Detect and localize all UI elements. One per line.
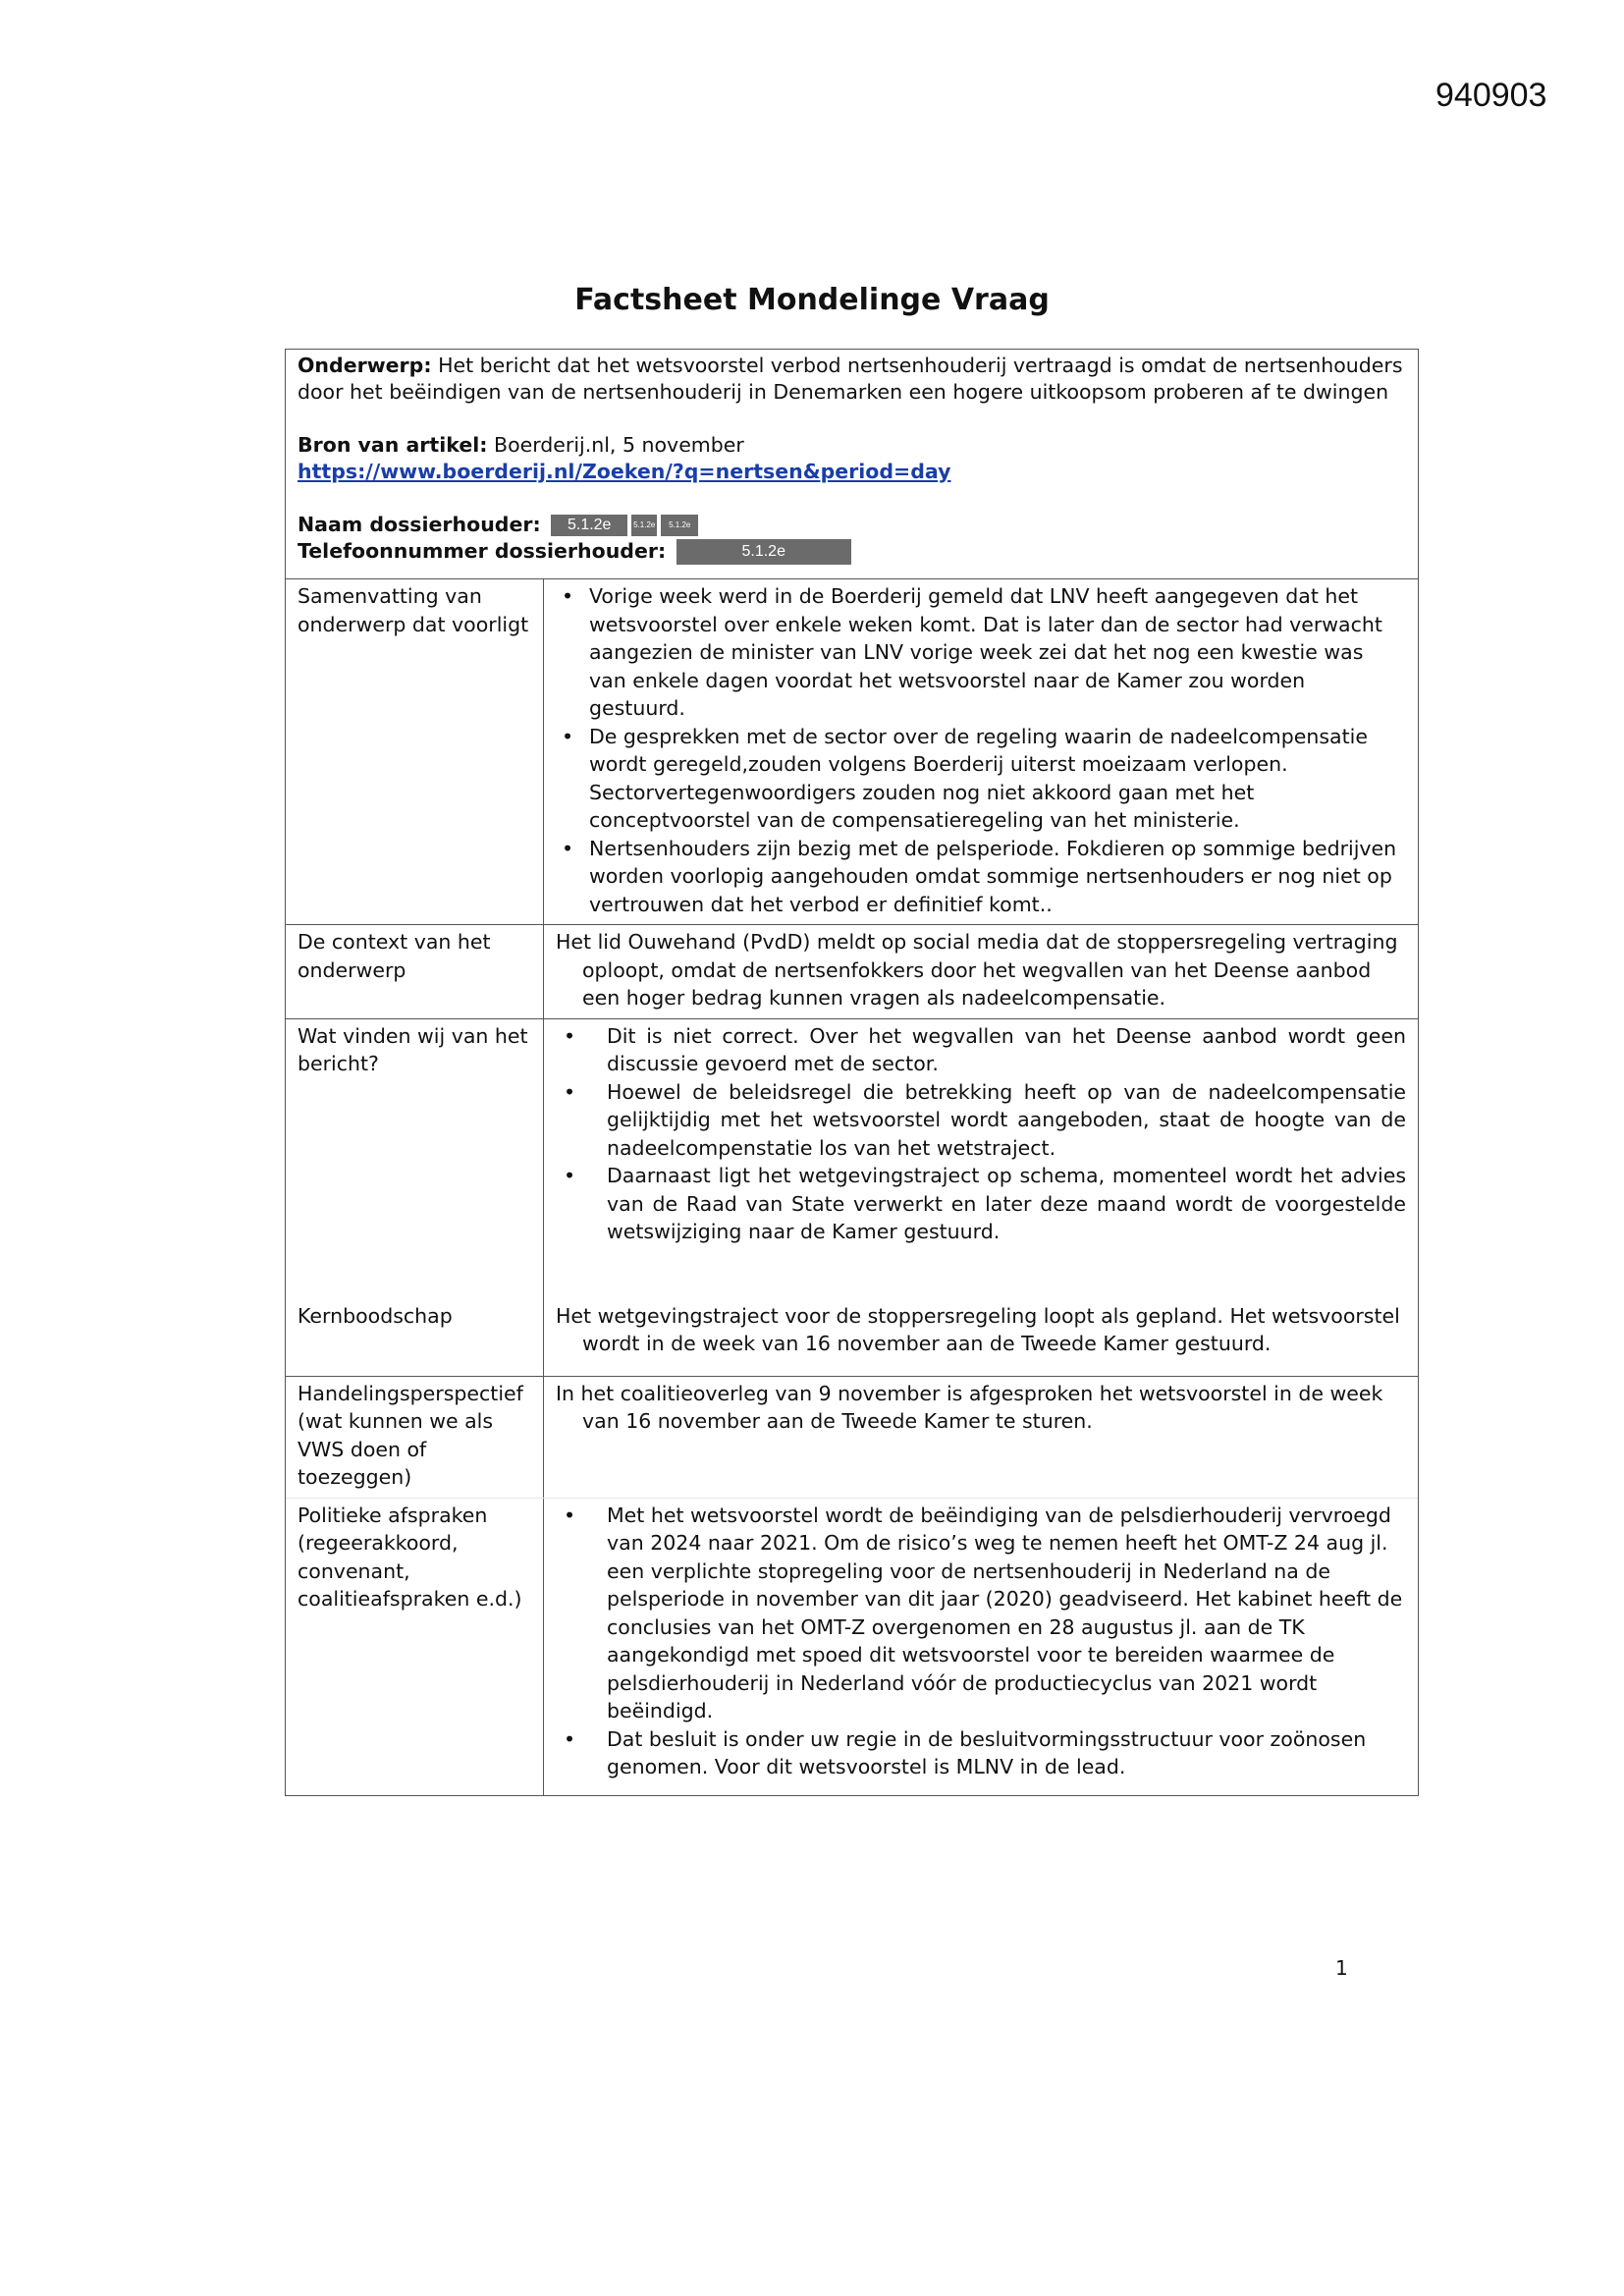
list-item: • Daarnaast ligt het wetgevingstraject op schema, momenteel wordt het advies van de Raad van State verwerkt en later deze maand wordt de voorgestelde wetswijziging naar de Kamer gestuurd. [556,1162,1406,1246]
page-number: 1 [1335,1956,1348,1980]
action-text: In het coalitieoverleg van 9 november is afgesproken het wetsvoorstel in de week van 16 november aan de Tweede Kamer te sturen. [556,1381,1383,1433]
source-text: Boerderij.nl, 5 november [494,433,744,457]
summary-list [556,582,1406,918]
holder-label: Naam dossierhouder: [298,513,541,536]
context-label: De context van het onderwerp [286,925,544,1018]
core-message-text: Het wetgevingstraject voor de stoppersregeling loopt als gepland. Het wetsvoorstel wordt in de week van 16 november aan de Tweede Kamer gestuurd. [556,1303,1400,1355]
document-number: 940903 [1435,77,1547,114]
opinion-label: Wat vinden wij van het bericht? [298,1023,528,1075]
action-label: Handelingsperspectief (wat kunnen we als VWS doen of toezeggen) [286,1377,544,1498]
phone-label: Telefoonnummer dossierhouder: [298,539,667,563]
page-title: Factsheet Mondelinge Vraag [574,283,1050,317]
subject-text: Het bericht dat het wetsvoorstel verbod nertsenhouderij vertraagd is omdat de nertsenhouders door het beëindigen van de nertsenhouderij in Denemarken een hogere uitkoopsom proberen af te dwingen [298,354,1403,404]
list-item: • Dit is niet correct. Over het wegvallen van het Deense aanbod wordt geen discussie gevoerd met de sector. [556,1022,1406,1078]
list-item: • Dat besluit is onder uw regie in de besluitvormingsstructuur voor zoönosen genomen. Voor dit wetsvoorstel is MLNV in de lead. [556,1725,1406,1781]
redaction-box: 5.1.2e [631,515,657,536]
source-link[interactable]: https://www.boerderij.nl/Zoeken/?q=nertsen&period=day [298,460,951,483]
phone-line [298,538,1406,565]
list-item: • De gesprekken met de sector over de regeling waarin de nadeelcompensatie wordt geregeld,zouden volgens Boerderij uiterst moeizaam verlopen. Sectorvertegenwoordigers zouden nog niet akkoord gaan met het conceptvoorstel van de compensatieregeling van het ministerie. [556,723,1406,835]
subject-line [298,353,1406,406]
opinion-list [556,1022,1406,1246]
list-item: • Hoewel de beleidsregel die betrekking heeft op van de nadeelcompensatie gelijktijdig met het wetsvoorstel wordt aangeboden, staat de hoogte van de nadeelcompenstatie los van het wetstraject. [556,1078,1406,1163]
political-label: Politieke afspraken (regeerakkoord, convenant, coalitieafspraken e.d.) [286,1499,544,1795]
factsheet-table [285,349,1419,1796]
row-summary [286,579,1418,925]
row-action [286,1377,1418,1499]
summary-label: Samenvatting van onderwerp dat voorligt [286,579,544,924]
redaction-box: 5.1.2e [661,515,698,536]
redaction-box: 5.1.2e [677,539,851,565]
subject-label: Onderwerp: [298,354,432,377]
list-item: • Vorige week werd in de Boerderij gemeld dat LNV heeft aangegeven dat het wetsvoorstel over enkele weken komt. Dat is later dan de sector had verwacht aangezien de minister van LNV vorige week zei dat het nog een kwestie was van enkele dagen voordat het wetsvoorstel naar de Kamer zou worden gestuurd. [556,582,1406,723]
redaction-box: 5.1.2e [551,515,627,536]
holder-line [298,512,1406,538]
list-item: • Met het wetsvoorstel wordt de beëindiging van de pelsdierhouderij vervroegd van 2024 naar 2021. Om de risico’s weg te nemen heeft het OMT-Z 24 aug jl. een verplichte stopregeling voor de nertsenhouderij in Nederland na de pelsperiode in november van dit jaar (2020) geadviseerd. Het kabinet heeft de conclusies van het OMT-Z overgenomen en 28 augustus jl. aan de TK aangekondigd met spoed dit wetsvoorstel voor te bereiden waarmee de pelsdierhouderij in Nederland vóór de productiecyclus van 2021 wordt beëindigd. [556,1502,1406,1725]
row-opinion [286,1019,1418,1377]
header-block [286,350,1418,579]
source-line [298,432,1406,459]
list-item: • Nertsenhouders zijn bezig met de pelsperiode. Fokdieren op sommige bedrijven worden voorlopig aangehouden omdat sommige nertsenhouders er nog niet op vertrouwen dat het verbod er definitief komt.. [556,835,1406,919]
core-message-label: Kernboodschap [298,1303,453,1328]
context-text: Het lid Ouwehand (PvdD) meldt op social media dat de stoppersregeling vertraging oploopt, omdat de nertsenfokkers door het wegvallen van het Deense aanbod een hoger bedrag kunnen vragen als nadeelcompensatie. [556,930,1398,1010]
source-label: Bron van artikel: [298,433,488,457]
row-political [286,1499,1418,1795]
row-context [286,925,1418,1019]
political-list [556,1502,1406,1781]
